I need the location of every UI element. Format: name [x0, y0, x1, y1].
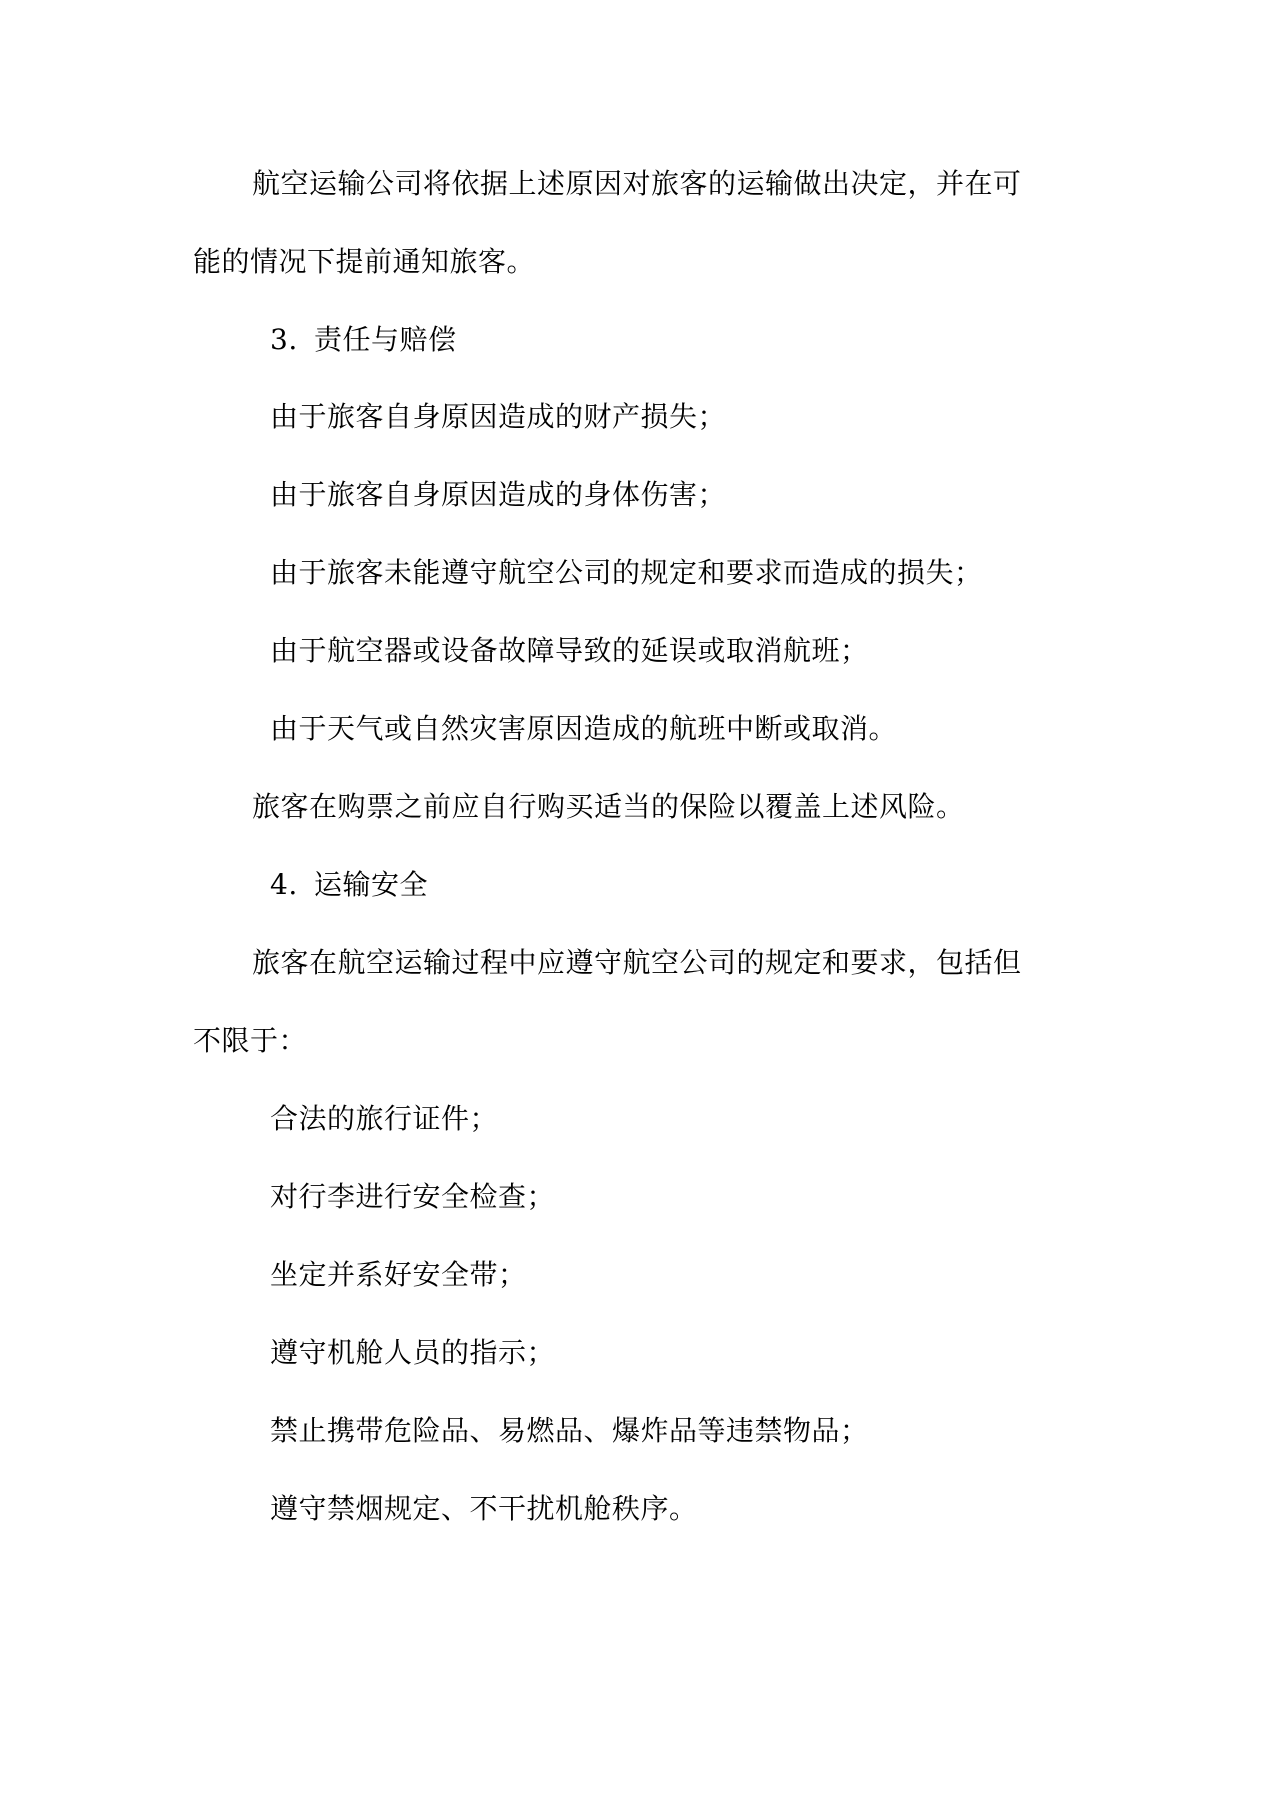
list-item: 对行李进行安全检查； — [270, 1180, 556, 1213]
paragraph-line: 不限于： — [193, 1024, 308, 1057]
list-item: 合法的旅行证件； — [270, 1102, 499, 1135]
list-item: 遵守机舱人员的指示； — [270, 1336, 556, 1369]
paragraph-line: 航空运输公司将依据上述原因对旅客的运输做出决定，并在可 — [252, 167, 1022, 200]
paragraph-line: 能的情况下提前通知旅客。 — [193, 245, 536, 278]
section-heading — [270, 865, 428, 905]
list-item: 遵守禁烟规定、不干扰机舱秩序。 — [270, 1492, 698, 1525]
list-item: 由于旅客未能遵守航空公司的规定和要求而造成的损失； — [270, 556, 983, 589]
section-title: 运输安全 — [314, 868, 429, 901]
list-item: 禁止携带危险品、易燃品、爆炸品等违禁物品； — [270, 1414, 869, 1447]
paragraph-line: 旅客在购票之前应自行购买适当的保险以覆盖上述风险。 — [252, 790, 965, 823]
section-number: 3. — [270, 323, 298, 356]
section-heading — [270, 320, 457, 360]
list-item: 坐定并系好安全带； — [270, 1258, 527, 1291]
section-number: 4. — [270, 868, 298, 901]
list-item: 由于航空器或设备故障导致的延误或取消航班； — [270, 634, 869, 667]
list-item: 由于旅客自身原因造成的身体伤害； — [270, 478, 727, 511]
list-item: 由于天气或自然灾害原因造成的航班中断或取消。 — [270, 712, 898, 745]
list-item: 由于旅客自身原因造成的财产损失； — [270, 400, 727, 433]
paragraph-line: 旅客在航空运输过程中应遵守航空公司的规定和要求，包括但 — [252, 946, 1022, 979]
section-title: 责任与赔偿 — [314, 323, 457, 356]
